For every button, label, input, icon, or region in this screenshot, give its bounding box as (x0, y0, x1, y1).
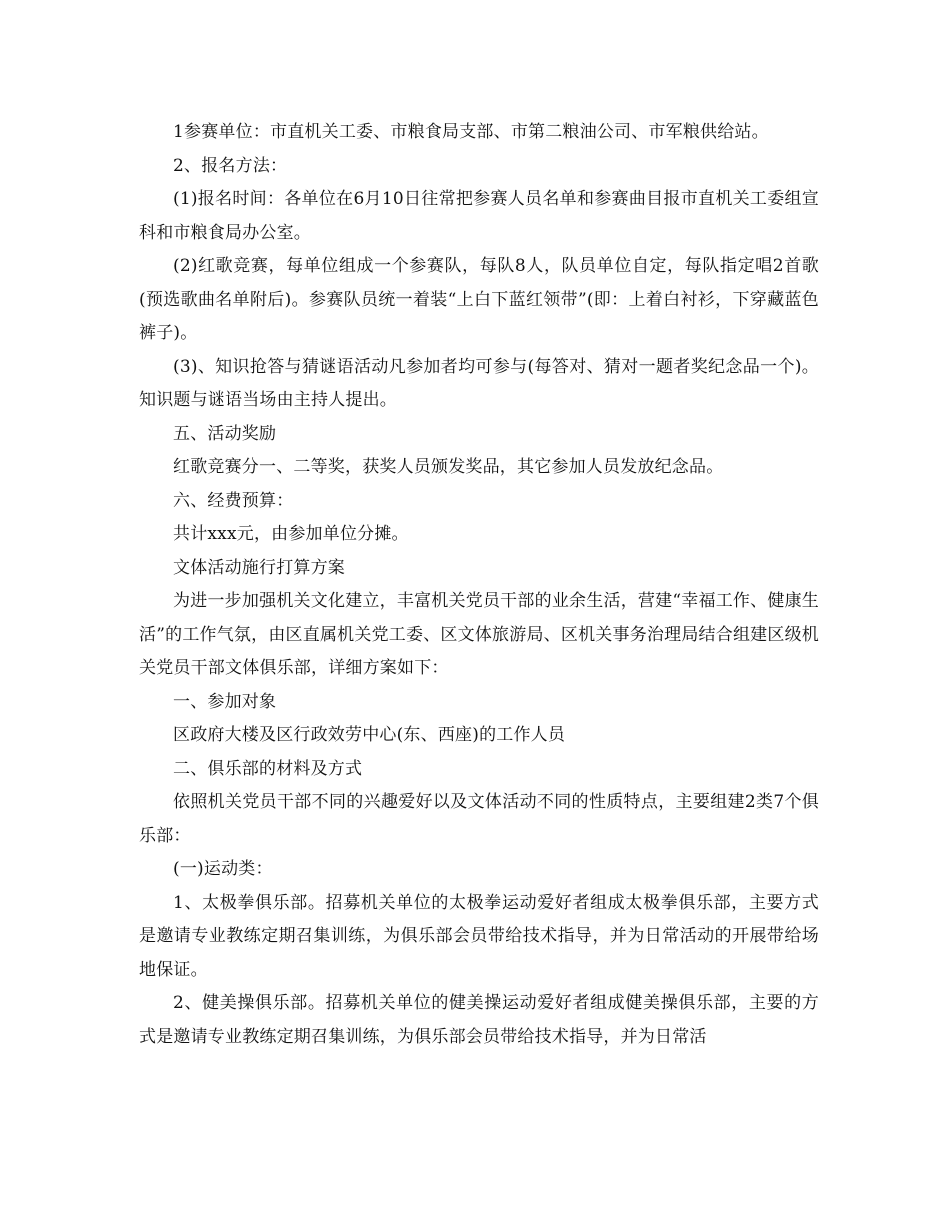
paragraph: (1)报名时间：各单位在6月10日往常把参赛人员名单和参赛曲目报市直机关工委组宣科和市粮食局办公室。 (139, 189, 819, 243)
document-subtitle: 文体活动施行打算方案 (173, 557, 345, 578)
paragraph: (3)、知识抢答与猜谜语活动凡参加者均可参与(每答对、猜对一题者奖纪念品一个)。知识题与谜语当场由主持人提出。 (139, 356, 819, 410)
section-heading: 六、经费预算： (173, 490, 294, 511)
document-body (139, 116, 819, 1054)
section-heading: 五、活动奖励 (173, 423, 277, 444)
paragraph: 1参赛单位：市直机关工委、市粮食局支部、市第二粮油公司、市军粮供给站。 (173, 122, 769, 142)
paragraph: 为进一步加强机关文化建立，丰富机关党员干部的业余生活，营建“幸福工作、健康生活”的工作气氛，由区直属机关党工委、区文体旅游局、区机关事务治理局结合组建区级机关党员干部文体俱乐部，详细方案如下： (139, 591, 819, 678)
subsection-heading: (一)运动类： (173, 859, 273, 879)
paragraph: 依照机关党员干部不同的兴趣爱好以及文体活动不同的性质特点，主要组建2类7个俱乐部： (139, 792, 819, 846)
paragraph: 2、健美操俱乐部。招募机关单位的健美操运动爱好者组成健美操俱乐部，主要的方式是邀请专业教练定期召集训练，为俱乐部会员带给技术指导，并为日常活 (139, 993, 819, 1047)
section-heading: 一、参加对象 (173, 691, 277, 712)
paragraph: (2)红歌竞赛，每单位组成一个参赛队，每队8人，队员单位自定，每队指定唱2首歌(预选歌曲名单附后)。参赛队员统一着装“上白下蓝红领带”(即：上着白衬衫，下穿藏蓝色裤子)。 (139, 256, 819, 343)
section-heading: 二、俱乐部的材料及方式 (173, 758, 363, 779)
paragraph: 共计xxx元，由参加单位分摊。 (173, 524, 409, 544)
paragraph: 2、报名方法： (173, 155, 288, 176)
paragraph: 区政府大楼及区行政效劳中心(东、西座)的工作人员 (173, 725, 566, 745)
paragraph: 红歌竞赛分一、二等奖，获奖人员颁发奖品，其它参加人员发放纪念品。 (173, 457, 724, 477)
paragraph: 1、太极拳俱乐部。招募机关单位的太极拳运动爱好者组成太极拳俱乐部，主要方式是邀请专业教练定期召集训练，为俱乐部会员带给技术指导，并为日常活动的开展带给场地保证。 (139, 892, 819, 980)
